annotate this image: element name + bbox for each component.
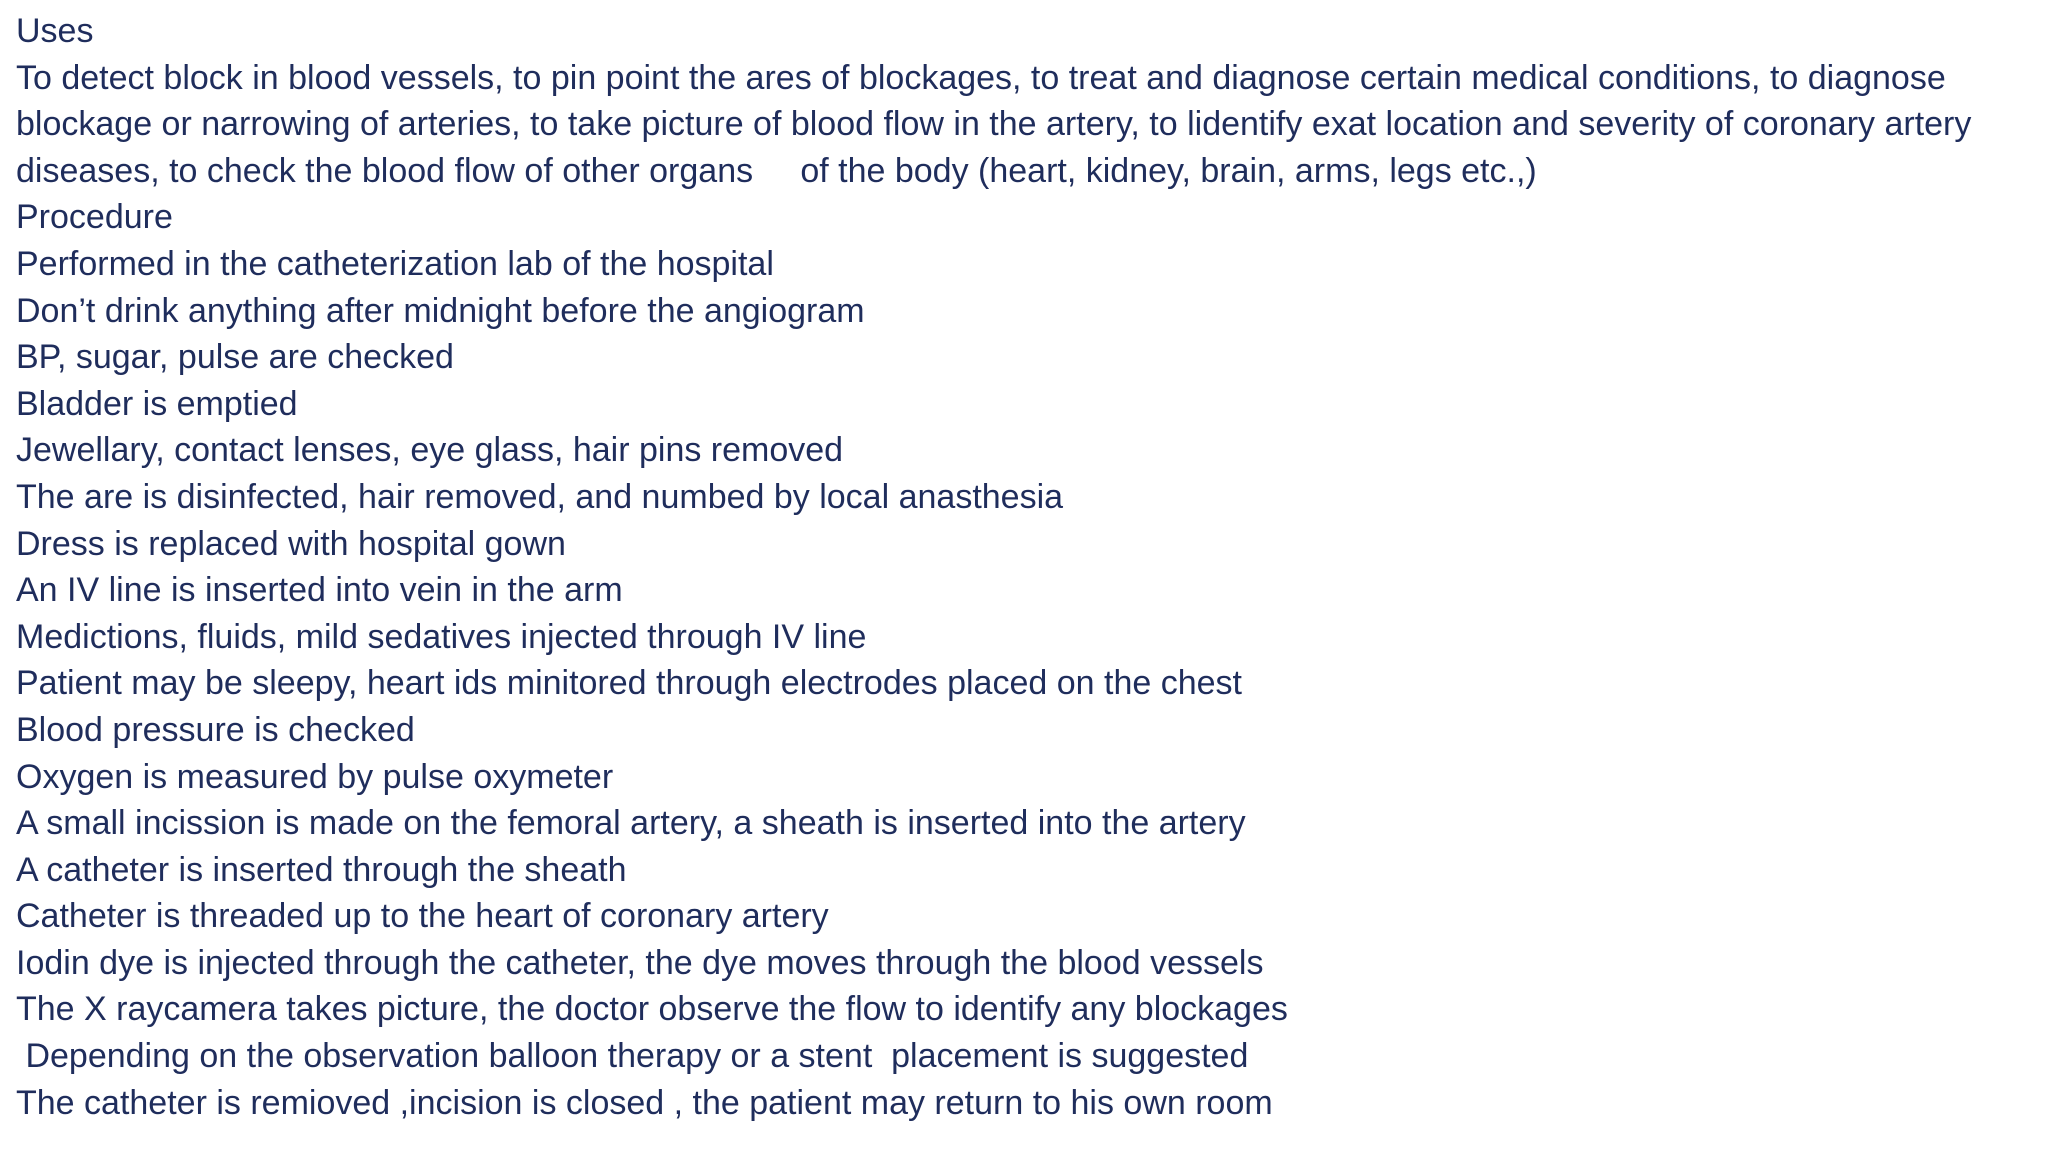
- procedure-step: Blood pressure is checked: [16, 710, 415, 749]
- procedure-step: The X raycamera takes picture, the doctor observe the flow to identify any blockages: [16, 990, 1288, 1029]
- procedure-step: The catheter is remioved ,incision is closed , the patient may return to his own room: [16, 1083, 1273, 1122]
- procedure-step: A small incission is made on the femoral artery, a sheath is inserted into the artery: [16, 804, 1246, 843]
- procedure-step: Don’t drink anything after midnight before the angiogram: [16, 291, 865, 330]
- procedure-step: Dress is replaced with hospital gown: [16, 524, 566, 563]
- procedure-step: Jewellary, contact lenses, eye glass, hair pins removed: [16, 431, 844, 470]
- procedure-heading: Procedure: [16, 198, 173, 237]
- procedure-step: A catheter is inserted through the sheath: [16, 850, 627, 889]
- procedure-step: An IV line is inserted into vein in the arm: [16, 571, 623, 610]
- procedure-step: The are is disinfected, hair removed, and numbed by local anasthesia: [16, 477, 1064, 516]
- uses-heading: Uses: [16, 12, 94, 50]
- procedure-step: Bladder is emptied: [16, 384, 298, 423]
- procedure-step: Performed in the catheterization lab of the hospital: [16, 244, 774, 283]
- procedure-step: Iodin dye is injected through the catheter, the dye moves through the blood vessels: [16, 943, 1264, 982]
- document-text-block: [16, 8, 2032, 1126]
- procedure-step: Depending on the observation balloon therapy or a stent placement is suggested: [16, 1037, 1249, 1076]
- procedure-step: Catheter is threaded up to the heart of coronary artery: [16, 897, 829, 936]
- procedure-step: Patient may be sleepy, heart ids minitored through electrodes placed on the chest: [16, 664, 1242, 703]
- uses-paragraph: To detect block in blood vessels, to pin point the ares of blockages, to treat and diagnose certain medical conditions, to diagnose blockage or narrowing of arteries, to take picture of blood flow in the artery, to lidentify exat location and severity of coronary artery diseases, to check the blood flow of other organs of the body (heart, kidney, brain, arms, legs etc.,): [16, 58, 1981, 190]
- procedure-step: Medictions, fluids, mild sedatives injected through IV line: [16, 617, 867, 656]
- procedure-step: Oxygen is measured by pulse oxymeter: [16, 757, 614, 796]
- procedure-step: BP, sugar, pulse are checked: [16, 338, 454, 377]
